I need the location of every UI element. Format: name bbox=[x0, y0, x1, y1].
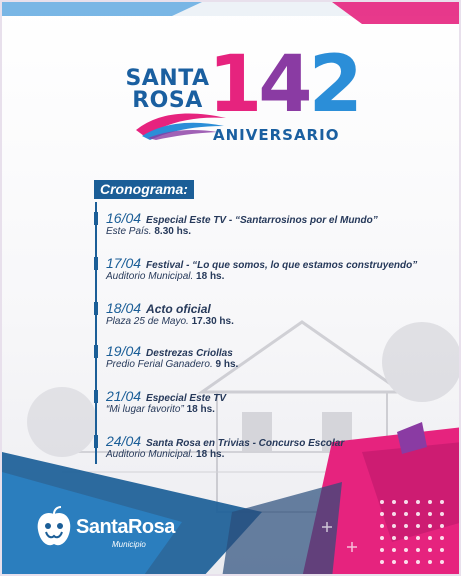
timeline-marker bbox=[94, 257, 98, 270]
event-time: 8.30 hs. bbox=[154, 226, 192, 237]
city-line-2: ROSA bbox=[132, 88, 203, 113]
city-line-1: SANTA bbox=[125, 66, 210, 91]
event-detail: Este País. bbox=[106, 226, 152, 237]
schedule-title: Cronograma: bbox=[94, 180, 194, 199]
event-date: 21/04 bbox=[106, 388, 142, 404]
timeline-line bbox=[95, 202, 97, 464]
event-title: Destrezas Criollas bbox=[146, 348, 233, 359]
event-title: Santa Rosa en Trivias - Concurso Escolar bbox=[146, 438, 345, 449]
event-detail: Plaza 25 de Mayo. bbox=[106, 316, 189, 327]
event-date: 24/04 bbox=[106, 433, 142, 449]
digit-2: 2 bbox=[308, 40, 359, 130]
anniversary-logo bbox=[120, 40, 359, 150]
event-time: 17.30 hs. bbox=[191, 316, 234, 327]
event-time: 18 hs. bbox=[196, 449, 225, 460]
timeline-marker bbox=[94, 390, 98, 403]
event-title: Acto oficial bbox=[146, 302, 211, 316]
timeline-marker bbox=[94, 212, 98, 225]
digit-4: 4 bbox=[258, 40, 309, 130]
event-date: 16/04 bbox=[106, 210, 142, 226]
event-detail: “Mi lugar favorito” bbox=[106, 404, 184, 415]
timeline-marker bbox=[94, 345, 98, 358]
event-detail: Auditorio Municipal. bbox=[106, 449, 194, 460]
event-detail: Auditorio Municipal. bbox=[106, 271, 194, 282]
event-date: 18/04 bbox=[106, 300, 142, 316]
event-time: 9 hs. bbox=[215, 359, 239, 370]
municipal-brand: SantaRosa bbox=[76, 516, 175, 538]
timeline-marker bbox=[94, 435, 98, 448]
event-date: 19/04 bbox=[106, 343, 142, 359]
event-detail: Predio Ferial Ganadero. bbox=[106, 359, 213, 370]
event-time: 18 hs. bbox=[196, 271, 225, 282]
event-title: Festival - “Lo que somos, lo que estamos construyendo” bbox=[146, 260, 418, 271]
event-time: 18 hs. bbox=[186, 404, 215, 415]
event-date: 17/04 bbox=[106, 255, 142, 271]
city-name bbox=[120, 68, 215, 112]
event-title: Especial Este TV bbox=[146, 393, 227, 404]
apple-figures-icon bbox=[34, 506, 74, 550]
event-title: Especial Este TV - “Santarrosinos por el Mundo” bbox=[146, 215, 378, 226]
anniversary-label: ANIVERSARIO bbox=[213, 126, 340, 144]
municipal-subtitle: Municipio bbox=[112, 540, 146, 549]
digit-1: 1 bbox=[208, 40, 259, 130]
timeline-marker bbox=[94, 302, 98, 315]
municipal-logo bbox=[20, 502, 190, 562]
anniversary-number bbox=[208, 40, 359, 130]
